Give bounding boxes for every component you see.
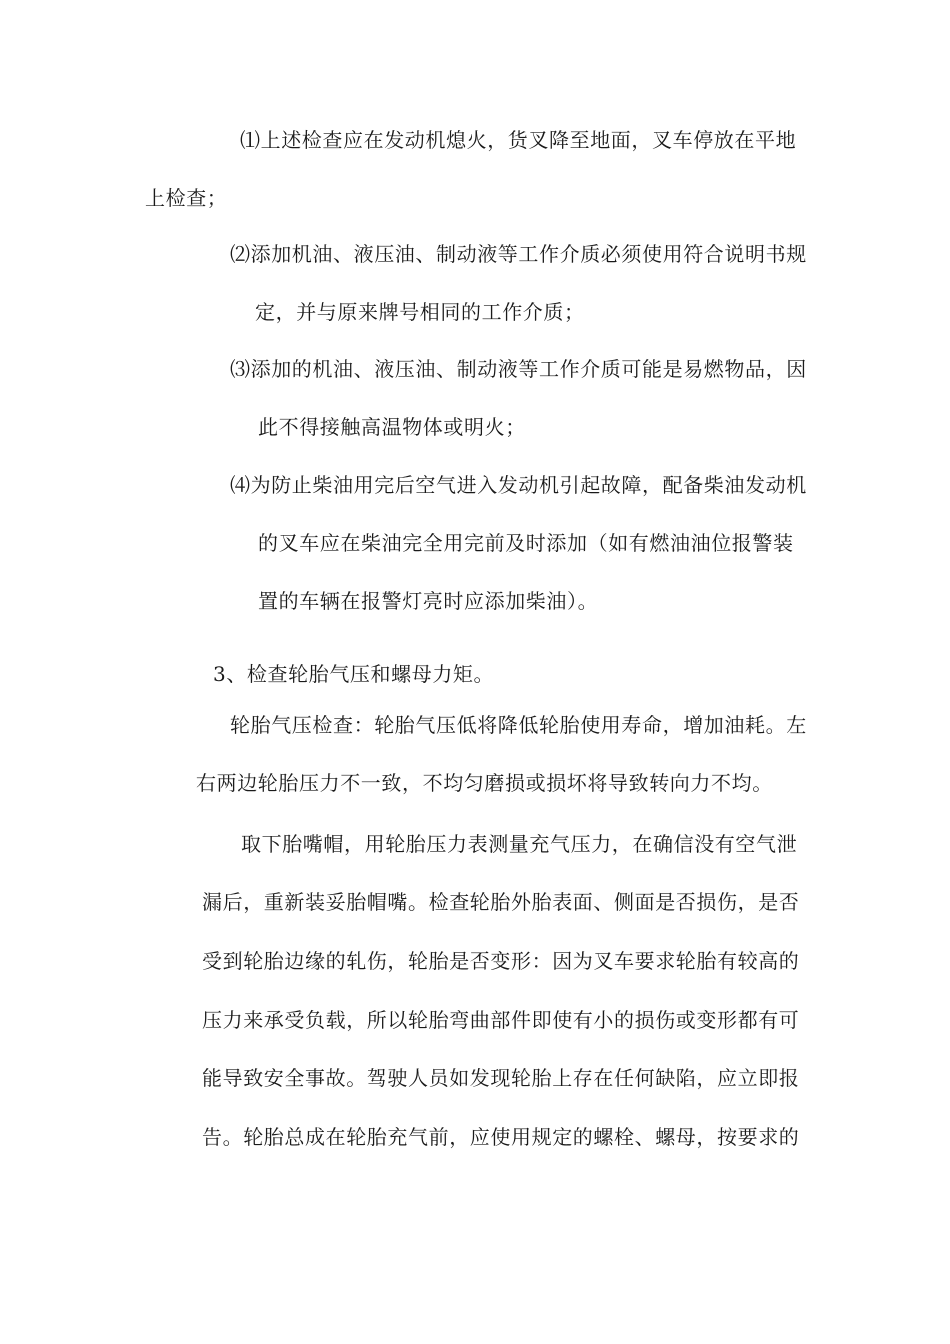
- text-line: ⑶添加的机油、液压油、制动液等工作介质可能是易燃物品，因: [230, 357, 807, 381]
- text-line: 告。轮胎总成在轮胎充气前，应使用规定的螺栓、螺母，按要求的: [202, 1125, 800, 1149]
- text-line: 此不得接触高温物体或明火；: [258, 415, 526, 439]
- text-line: 的叉车应在柴油完全用完前及时添加（如有燃油油位报警装: [258, 531, 794, 555]
- text-line: ⑴上述检查应在发动机熄火，货叉降至地面，叉车停放在平地: [240, 128, 797, 152]
- text-line: 轮胎气压检查：轮胎气压低将降低轮胎使用寿命，增加油耗。左: [230, 713, 807, 737]
- text-line: 置的车辆在报警灯亮时应添加柴油）。: [258, 589, 599, 613]
- text-line: 取下胎嘴帽，用轮胎压力表测量充气压力，在确信没有空气泄: [241, 832, 798, 856]
- text-line: ⑷为防止柴油用完后空气进入发动机引起故障，配备柴油发动机: [230, 473, 807, 497]
- text-line: 定，并与原来牌号相同的工作介质；: [255, 300, 585, 324]
- text-line: 上检查；: [145, 186, 228, 210]
- text-line: 能导致安全事故。驾驶人员如发现轮胎上存在任何缺陷，应立即报: [202, 1066, 800, 1090]
- text-line: ⑵添加机油、液压油、制动液等工作介质必须使用符合说明书规: [230, 242, 807, 266]
- text-line: 右两边轮胎压力不一致，不均匀磨损或损坏将导致转向力不均。: [196, 771, 773, 795]
- text-line: 受到轮胎边缘的轧伤，轮胎是否变形：因为叉车要求轮胎有较高的: [202, 949, 800, 973]
- section-heading: 3、检查轮胎气压和螺母力矩。: [213, 662, 495, 686]
- text-line: 压力来承受负载，所以轮胎弯曲部件即使有小的损伤或变形都有可: [202, 1008, 800, 1032]
- text-line: 漏后，重新装妥胎帽嘴。检查轮胎外胎表面、侧面是否损伤，是否: [202, 890, 800, 914]
